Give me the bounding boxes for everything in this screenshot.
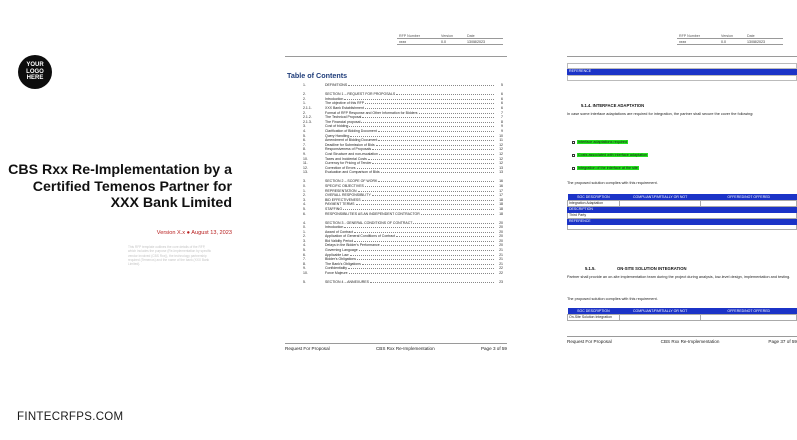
toc-leader-dots [365, 102, 494, 104]
header-label: Date [745, 33, 783, 39]
toc-leader-dots [356, 203, 495, 205]
reference-row: REFERENCE [567, 69, 797, 75]
toc-entry-number: 5. [303, 248, 306, 253]
toc-entry-title: Application of General Conditions of Contract [325, 234, 396, 239]
toc-entry-number: 5. [303, 280, 306, 285]
toc-entry-page: 6 [501, 92, 503, 97]
toc-entry-number: 4. [303, 220, 306, 225]
version-line: Version X.x ● August 13, 2023 [156, 230, 232, 236]
toc-entry-title: Bid Validity Period [325, 238, 354, 243]
toc-entry-page: 20 [499, 220, 503, 225]
toc-leader-dots [378, 139, 494, 141]
toc-list [303, 83, 503, 284]
toc-entry-page: 7 [501, 115, 503, 120]
toc-entry-title: The Bank's Obligations [325, 261, 361, 266]
toc-entry-page: 20 [499, 225, 503, 230]
toc-entry-title: The Financial proposal [325, 119, 361, 124]
toc-leader-dots [379, 153, 494, 155]
toc-leader-dots [348, 267, 494, 269]
toc-entry-number: 9. [303, 152, 306, 156]
header-divider [567, 56, 797, 57]
toc-entry-title: Introduction [325, 96, 344, 101]
toc-entry-page: 20 [499, 234, 503, 239]
soc-table [567, 308, 797, 321]
toc-entry-title: Cost of bidding [325, 124, 349, 129]
toc-entry-page: 17 [499, 193, 503, 198]
rfp-header-table [677, 33, 783, 45]
toc-entry-page: 20 [499, 229, 503, 234]
checkbox-bullet-icon [572, 167, 575, 170]
cover-page [0, 40, 248, 380]
toc-leader-dots [396, 93, 494, 95]
table-cell [701, 314, 797, 320]
table-cell: Third Party [568, 212, 797, 218]
toc-leader-dots [362, 199, 494, 201]
soc-table [567, 194, 797, 230]
toc-entry-page: 21 [499, 252, 503, 257]
table-row-blank [567, 63, 797, 69]
footer-doc-name: CBS Rxx Re-Implementation [375, 346, 435, 351]
toc-entry-number: 3. [303, 124, 306, 129]
checkbox-bullet-icon [572, 154, 575, 157]
document-title: CBS Rxx Re-Implementation by a Certified Temenos Partner for XXX Bank Limited [8, 162, 232, 211]
toc-page [285, 0, 507, 360]
toc-entry-title: SPECIFIC OBJECTIVES [325, 183, 364, 188]
toc-leader-dots [372, 194, 494, 196]
toc-entry-number: 4. [303, 129, 306, 134]
toc-entry-title: Clarification of Bidding Document [325, 129, 377, 134]
table-cell [619, 314, 701, 320]
toc-entry-page: 16 [499, 183, 503, 188]
highlighted-text: Interface adaptations required [578, 140, 627, 144]
site-brand: FINTECRFPS.COM [17, 411, 124, 423]
toc-entry-title: SECTION 3 - GENERAL CONDITIONS OF CONTRACT [325, 220, 413, 225]
table-header: COMPLIANT/PARTIALLY OR NOT [619, 194, 701, 200]
highlighted-text: Integration of the interface at the site [578, 166, 638, 170]
toc-entry-page: 5 [501, 83, 503, 88]
bullet-item [572, 140, 628, 144]
toc-entry-number: 0. [303, 225, 306, 230]
toc-entry-page: 18 [499, 211, 503, 216]
toc-entry-title: Bidder's Obligations [325, 257, 357, 262]
toc-leader-dots [350, 254, 494, 256]
toc-entry-number: 2. [303, 92, 306, 97]
toc-entry-page: 22 [499, 266, 503, 271]
toc-entry-number: 9. [303, 266, 306, 271]
toc-entry-title: Currency for Pricing of Tender [325, 161, 372, 166]
page-footer [285, 343, 507, 351]
toc-entry-page: 21 [499, 257, 503, 262]
toc-entry-number: 13. [303, 170, 308, 175]
toc-leader-dots [343, 208, 494, 210]
toc-entry-page: 18 [499, 206, 503, 211]
toc-entry-number: 7. [303, 257, 306, 262]
bullet-item [572, 166, 639, 170]
header-divider [285, 56, 507, 57]
toc-leader-dots [376, 144, 494, 146]
toc-entry-title: Cost Structure and non-escalation [325, 152, 378, 156]
footer-doc-name: CBS Rxx Re-Implementation [660, 339, 720, 344]
toc-entry-title: Deadline for Submission of Bids [325, 142, 375, 147]
toc-entry-number: 12. [303, 165, 308, 170]
toc-leader-dots [358, 190, 494, 192]
toc-leader-dots [361, 121, 494, 123]
toc-leader-dots [396, 235, 494, 237]
toc-entry-title: Introduction [325, 225, 344, 230]
toc-entry-page: 6 [501, 96, 503, 101]
toc-entry-page: 8 [501, 119, 503, 124]
toc-leader-dots [421, 213, 494, 215]
toc-entry-page: 20 [499, 243, 503, 248]
toc-leader-dots [368, 158, 494, 160]
toc-leader-dots [381, 244, 494, 246]
toc-leader-dots [362, 263, 494, 265]
toc-entry-title: Force Majeure [325, 271, 348, 276]
toc-entry-title: Correction of Errors [325, 165, 356, 170]
toc-leader-dots [357, 258, 494, 260]
toc-leader-dots [354, 231, 494, 233]
toc-entry-page: 12 [499, 152, 503, 156]
toc-leader-dots [359, 249, 494, 251]
highlighted-text: Costs associated with interface adaptation [578, 153, 648, 157]
table-header: SOC DESCRIPTION [568, 194, 620, 200]
toc-entry-number: 1. [303, 83, 306, 88]
toc-entry-number: 4. [303, 202, 306, 207]
version-value: 0.0 [439, 39, 465, 45]
date-value: 13/08/2023 [465, 39, 503, 45]
toc-entry-page: 9 [501, 124, 503, 129]
table-header: OFFERED/NOT OFFERED [701, 308, 797, 314]
toc-entry-number: 11. [303, 161, 308, 166]
table-row-blank [567, 75, 797, 81]
toc-entry-page: 9 [501, 129, 503, 134]
toc-entry-page: 21 [499, 248, 503, 253]
toc-leader-dots [344, 98, 494, 100]
toc-entry[interactable] [303, 170, 503, 175]
toc-entry-page: 7 [501, 110, 503, 115]
toc-entry-title: SECTION 1 – REQUEST FOR PROPOSALS [325, 92, 396, 97]
footer-page-number: Page 37 of 59 [768, 339, 797, 344]
toc-entry[interactable] [303, 83, 503, 88]
toc-entry-title: Award of Contract [325, 229, 353, 234]
table-cell: On-Site Solution Integration [568, 314, 620, 320]
toc-leader-dots [372, 148, 494, 150]
toc-entry-number: 1. [303, 229, 306, 234]
toc-entry-number: 1. [303, 101, 306, 106]
toc-leader-dots [413, 222, 494, 224]
toc-entry-number: 10. [303, 271, 308, 276]
toc-entry-number: 2.1.1. [303, 106, 312, 111]
footer-doc-type: Request For Proposal [285, 346, 330, 351]
toc-entry-number: 4. [303, 243, 306, 248]
toc-entry-title: STAFFING [325, 206, 343, 211]
table-cell: Integration Adaptation [568, 200, 620, 206]
table-header: SOC DESCRIPTION [568, 308, 620, 314]
footer-page-number: Page 3 of 59 [480, 346, 507, 351]
logo-line: YOUR [26, 62, 44, 69]
toc-leader-dots [357, 167, 494, 169]
toc-entry-title: OVERALL RESPONSIBILITY [325, 193, 371, 198]
toc-entry[interactable] [303, 280, 503, 285]
toc-entry-page: 12 [499, 161, 503, 166]
toc-entry-title: The objective of this RFP [325, 101, 365, 106]
logo-placeholder [18, 55, 52, 89]
logo-line: LOGO [26, 68, 44, 75]
toc-entry-page: 10 [499, 133, 503, 138]
section-paragraph: Partner shall provide an on-site implementation team during the project during analysis, low-level design, implementation and testing. [567, 275, 791, 279]
toc-entry-number: 2. [303, 234, 306, 239]
toc-entry[interactable] [303, 211, 503, 216]
toc-entry-page: 21 [499, 261, 503, 266]
toc-entry-title: Delays in the Bidder's Performance [325, 243, 380, 248]
toc-entry-page: 18 [499, 197, 503, 202]
toc-entry-title: Governing Language [325, 248, 358, 253]
toc-leader-dots [370, 281, 494, 283]
toc-leader-dots [365, 185, 494, 187]
toc-entry-page: 13 [499, 165, 503, 170]
toc-entry-number: 2. [303, 193, 306, 198]
toc-entry-title: BID EFFECTIVENESS [325, 197, 361, 202]
table-section-row: REFERENCE [568, 218, 797, 224]
toc-leader-dots [344, 226, 494, 228]
toc-entry-title: RESPONSIBILITIES AS AN INDEPENDENT CONTRACTOR [325, 211, 420, 216]
toc-entry-number: 3. [303, 238, 306, 243]
header-label: RFP Number [397, 33, 439, 39]
toc-entry-number: 10. [303, 156, 308, 161]
toc-entry-number: 5. [303, 206, 306, 211]
toc-entry-page: 11 [499, 138, 503, 143]
toc-entry-number: 2.1.2. [303, 115, 312, 120]
header-label: RFP Number [677, 33, 719, 39]
compliance-statement: The proposed solution complies with this requirement. [567, 297, 658, 301]
toc-entry-number: 2. [303, 110, 306, 115]
toc-entry-page: 6 [501, 106, 503, 111]
toc-entry-title: Amendment of Bidding Document [325, 138, 378, 143]
rfp-number: xxxx [397, 39, 439, 45]
toc-entry-title: The Technical Proposal [325, 115, 362, 120]
toc-entry-number: 7. [303, 142, 306, 147]
section-heading: 5.1.4. INTERFACE ADAPTATION [581, 103, 645, 108]
toc-leader-dots [365, 107, 494, 109]
toc-entry-number: 5. [303, 133, 306, 138]
toc-entry-page: 12 [499, 142, 503, 147]
toc-entry-number: 6. [303, 211, 306, 216]
toc-entry-title: DEFINITIONS [325, 83, 348, 88]
toc-entry-title: Evaluation and Comparison of Bids [325, 170, 380, 175]
toc-entry-title: Applicable Law [325, 252, 349, 257]
toc-entry-title: Responsiveness of Proposals [325, 147, 372, 152]
toc-entry-page: 13 [499, 170, 503, 175]
toc-entry-title: PAYMENT TERMS [325, 202, 355, 207]
toc-entry-page: 12 [499, 147, 503, 152]
compliance-statement: The proposed solution complies with this requirement. [567, 181, 658, 185]
toc-leader-dots [349, 272, 494, 274]
checkbox-bullet-icon [572, 141, 575, 144]
date-value: 13/08/2023 [745, 39, 783, 45]
toc-leader-dots [348, 84, 494, 86]
logo-line: HERE [26, 75, 44, 82]
section-heading-number: 5.1.5. [585, 266, 596, 271]
toc-entry-page: 12 [499, 156, 503, 161]
toc-entry-title: Confidentiality [325, 266, 347, 271]
toc-entry-page: 18 [499, 202, 503, 207]
rfp-header-table [397, 33, 503, 45]
toc-entry-page: 6 [501, 101, 503, 106]
toc-entry-page: 20 [499, 238, 503, 243]
toc-entry-page: 17 [499, 188, 503, 193]
toc-entry-number: 2. [303, 96, 306, 101]
toc-entry-title: Format of RFP Response and Other Information for Bidders [325, 110, 418, 115]
toc-entry-page: 22 [499, 271, 503, 276]
header-label: Date [465, 33, 503, 39]
rfp-number: xxxx [677, 39, 719, 45]
toc-entry-page: 23 [499, 280, 503, 285]
toc-entry-number: 1. [303, 188, 306, 193]
toc-leader-dots [362, 116, 494, 118]
toc-entry-title: SECTION 4 – ANNEXURES [325, 280, 369, 285]
toc-leader-dots [350, 135, 494, 137]
toc-leader-dots [372, 162, 494, 164]
table-section-row: DESCRIPTION [568, 206, 797, 212]
footer-doc-type: Request For Proposal [567, 339, 612, 344]
toc-entry-number: 8. [303, 147, 306, 152]
toc-entry-title: XXX Bank Establishment [325, 106, 364, 111]
toc-entry-title: REPRESENTATION [325, 188, 357, 193]
toc-leader-dots [378, 130, 494, 132]
toc-entry-page: 16 [499, 179, 503, 184]
toc-entry-number: 6. [303, 252, 306, 257]
cover-description: This RFP template outlines the core details of the RFP, which includes the purpose (Re-Implementation by specific vendor involved (CBS Rxx)), the technology partnership required (Temenos) and the name of the bank (XXX Bank Limited). [128, 245, 212, 267]
toc-entry-number: 8. [303, 261, 306, 266]
toc-entry-number: 3. [303, 179, 306, 184]
toc-entry-title: Taxes and Incidental Costs [325, 156, 367, 161]
table-header: OFFERED/NOT OFFERED [701, 194, 797, 200]
section-intro: In case some interface adaptations are required for integration, the partner shall secure the cover the following: [567, 112, 754, 116]
header-label: Version [439, 33, 465, 39]
header-label: Version [719, 33, 745, 39]
toc-leader-dots [378, 180, 494, 182]
section-page [567, 0, 797, 360]
toc-entry-title: SECTION 2 – SCOPE OF WORK [325, 179, 378, 184]
toc-entry-number: 2.1.3. [303, 119, 312, 124]
toc-entry-title: Query Handling [325, 133, 350, 138]
bullet-item [572, 153, 648, 157]
table-cell [568, 224, 797, 229]
table-header: COMPLIANT/PARTIALLY OR NOT [619, 308, 701, 314]
toc-leader-dots [381, 171, 494, 173]
version-value: 0.0 [719, 39, 745, 45]
toc-leader-dots [419, 112, 494, 114]
toc-leader-dots [354, 240, 494, 242]
toc-entry[interactable] [303, 271, 503, 276]
toc-entry-number: 0. [303, 183, 306, 188]
toc-entry-number: 3. [303, 197, 306, 202]
toc-entry-number: 6. [303, 138, 306, 143]
section-heading: ON-SITE SOLUTION INTEGRATION [617, 266, 687, 271]
toc-leader-dots [349, 125, 494, 127]
page-footer [567, 336, 797, 344]
toc-title: Table of Contents [287, 71, 348, 80]
